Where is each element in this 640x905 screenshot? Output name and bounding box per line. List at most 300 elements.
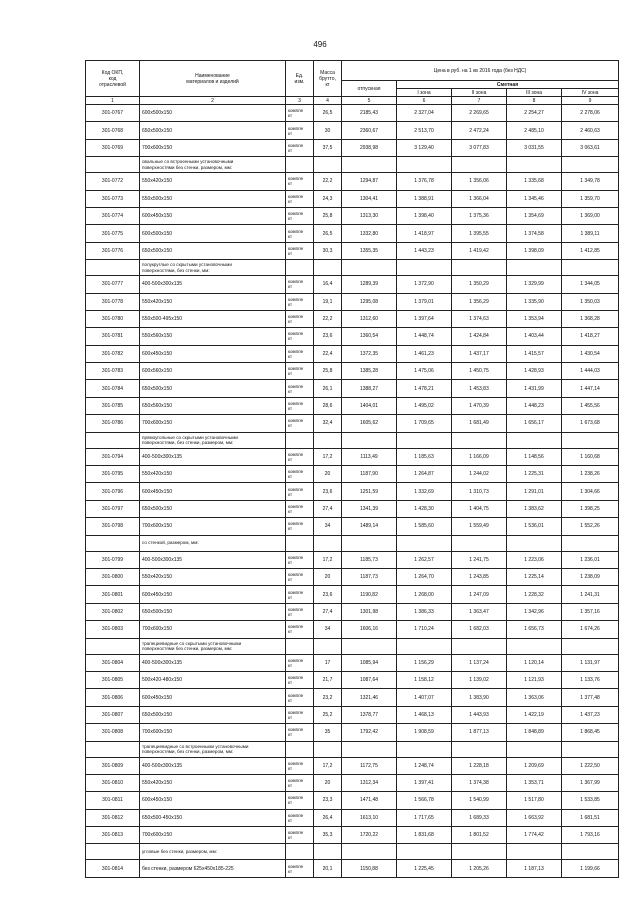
section-empty-cell bbox=[507, 157, 562, 173]
section-empty-cell bbox=[397, 638, 452, 654]
table-row bbox=[86, 621, 619, 638]
cell-unit: компле кт bbox=[286, 310, 314, 327]
cell-zone-3-price: 1 345,46 bbox=[507, 190, 562, 207]
cell-zone-1-price: 1 248,74 bbox=[397, 757, 452, 774]
cell-code: 301-0772 bbox=[86, 173, 140, 190]
cell-name: 400-500x300x135 bbox=[140, 276, 286, 293]
cell-mass: 20 bbox=[314, 774, 342, 791]
cell-zone-2-price: 1 689,33 bbox=[452, 809, 507, 826]
cell-zone-1-price: 1 428,30 bbox=[397, 500, 452, 517]
header-price-title: Цена в руб. на 1 кв 2016 года (без НДС) bbox=[342, 61, 619, 81]
cell-unit: компле кт bbox=[286, 551, 314, 568]
cell-zone-4-price: 1 304,66 bbox=[562, 483, 619, 500]
header-zone-4: IV зона bbox=[562, 89, 619, 97]
table-row bbox=[86, 586, 619, 603]
table-row bbox=[86, 654, 619, 671]
section-empty-cell bbox=[397, 844, 452, 860]
table-body bbox=[86, 105, 619, 878]
cell-release-price: 1372,35 bbox=[342, 345, 397, 362]
cell-mass: 17 bbox=[314, 654, 342, 671]
cell-zone-2-price: 1 363,47 bbox=[452, 603, 507, 620]
cell-zone-1-price: 1 831,68 bbox=[397, 827, 452, 844]
cell-name: 650x500x150 bbox=[140, 242, 286, 259]
cell-code: 301-0814 bbox=[86, 860, 140, 877]
section-empty-cell bbox=[562, 741, 619, 757]
cell-name: 650x560x150 bbox=[140, 397, 286, 414]
table-row bbox=[86, 860, 619, 877]
section-heading: овальные со встроенными установочными поверхностями без стенки, размером, мм: bbox=[140, 157, 286, 173]
section-empty-cell bbox=[452, 638, 507, 654]
cell-zone-4-price: 1 455,56 bbox=[562, 397, 619, 414]
section-empty-cell bbox=[342, 638, 397, 654]
table-row bbox=[86, 207, 619, 224]
section-empty-cell bbox=[562, 157, 619, 173]
cell-zone-1-price: 1 268,00 bbox=[397, 586, 452, 603]
table-row bbox=[86, 568, 619, 585]
cell-unit: компле кт bbox=[286, 105, 314, 122]
cell-zone-3-price: 1 517,80 bbox=[507, 792, 562, 809]
cell-code: 301-0809 bbox=[86, 757, 140, 774]
col-number: 2 bbox=[140, 97, 286, 105]
cell-unit: компле кт bbox=[286, 518, 314, 535]
cell-release-price: 1113,49 bbox=[342, 448, 397, 465]
cell-zone-1-price: 1 461,23 bbox=[397, 345, 452, 362]
cell-code: 301-0800 bbox=[86, 568, 140, 585]
cell-unit: компле кт bbox=[286, 466, 314, 483]
cell-name: 550x420x150 bbox=[140, 774, 286, 791]
cell-unit: компле кт bbox=[286, 568, 314, 585]
cell-release-price: 1360,54 bbox=[342, 328, 397, 345]
cell-name: без стенки, размером 625x450x185-225 bbox=[140, 860, 286, 877]
cell-unit: компле кт bbox=[286, 706, 314, 723]
table-row bbox=[86, 774, 619, 791]
col-number: 8 bbox=[507, 97, 562, 105]
section-empty-cell bbox=[342, 535, 397, 551]
cell-code: 301-0803 bbox=[86, 621, 140, 638]
cell-zone-2-price: 1 139,02 bbox=[452, 671, 507, 688]
cell-mass: 35 bbox=[314, 724, 342, 741]
cell-unit: компле кт bbox=[286, 242, 314, 259]
cell-unit: компле кт bbox=[286, 190, 314, 207]
cell-unit: компле кт bbox=[286, 500, 314, 517]
cell-zone-4-price: 1 793,16 bbox=[562, 827, 619, 844]
cell-release-price: 1606,16 bbox=[342, 621, 397, 638]
cell-code: 301-0777 bbox=[86, 276, 140, 293]
cell-release-price: 1605,62 bbox=[342, 415, 397, 432]
cell-release-price: 1190,82 bbox=[342, 586, 397, 603]
cell-name: 650x500x150 bbox=[140, 380, 286, 397]
cell-zone-2-price: 1 419,42 bbox=[452, 242, 507, 259]
cell-zone-4-price: 1 160,68 bbox=[562, 448, 619, 465]
section-row bbox=[86, 638, 619, 654]
col-number: 1 bbox=[86, 97, 140, 105]
header-estimate: Сметная bbox=[397, 81, 619, 89]
cell-zone-1-price: 1 225,45 bbox=[397, 860, 452, 877]
cell-zone-3-price: 1 335,90 bbox=[507, 293, 562, 310]
section-empty-cell bbox=[562, 638, 619, 654]
header-zone-3: III зона bbox=[507, 89, 562, 97]
cell-name: 500x420-480x150 bbox=[140, 671, 286, 688]
cell-release-price: 1385,28 bbox=[342, 363, 397, 380]
cell-zone-2-price: 1 404,75 bbox=[452, 500, 507, 517]
cell-zone-4-price: 1 238,26 bbox=[562, 466, 619, 483]
cell-name: 700x600x150 bbox=[140, 724, 286, 741]
cell-unit: компле кт bbox=[286, 689, 314, 706]
cell-code: 301-0807 bbox=[86, 706, 140, 723]
cell-release-price: 1332,80 bbox=[342, 225, 397, 242]
cell-code: 301-0775 bbox=[86, 225, 140, 242]
price-table bbox=[85, 60, 619, 878]
cell-name: 600x500x150 bbox=[140, 105, 286, 122]
cell-zone-4-price: 1 437,23 bbox=[562, 706, 619, 723]
table-row bbox=[86, 190, 619, 207]
table-row bbox=[86, 483, 619, 500]
cell-zone-2-price: 1 374,63 bbox=[452, 310, 507, 327]
cell-zone-2-price: 1 205,26 bbox=[452, 860, 507, 877]
cell-release-price: 1388,27 bbox=[342, 380, 397, 397]
cell-zone-1-price: 1 372,90 bbox=[397, 276, 452, 293]
cell-unit: компле кт bbox=[286, 792, 314, 809]
table-row bbox=[86, 500, 619, 517]
cell-zone-4-price: 1 344,05 bbox=[562, 276, 619, 293]
section-empty-cell bbox=[286, 844, 314, 860]
cell-zone-2-price: 1 450,75 bbox=[452, 363, 507, 380]
section-empty-cell bbox=[452, 157, 507, 173]
cell-release-price: 1187,90 bbox=[342, 466, 397, 483]
cell-zone-2-price: 2 269,65 bbox=[452, 105, 507, 122]
cell-unit: компле кт bbox=[286, 621, 314, 638]
cell-name: 550x560x150 bbox=[140, 328, 286, 345]
section-row bbox=[86, 741, 619, 757]
cell-mass: 25,8 bbox=[314, 207, 342, 224]
cell-zone-3-price: 1 403,44 bbox=[507, 328, 562, 345]
section-empty-cell bbox=[452, 432, 507, 448]
cell-mass: 20,1 bbox=[314, 860, 342, 877]
cell-code: 301-0774 bbox=[86, 207, 140, 224]
table-row bbox=[86, 122, 619, 139]
section-empty-cell bbox=[314, 844, 342, 860]
cell-unit: компле кт bbox=[286, 827, 314, 844]
cell-unit: компле кт bbox=[286, 225, 314, 242]
section-heading: прямоугольные со скрытыми установочными поверхностями, без стенки, размером, мм: bbox=[140, 432, 286, 448]
cell-zone-3-price: 1 120,14 bbox=[507, 654, 562, 671]
section-code-cell bbox=[86, 638, 140, 654]
cell-name: 700x600x150 bbox=[140, 518, 286, 535]
cell-unit: компле кт bbox=[286, 122, 314, 139]
cell-unit: компле кт bbox=[286, 415, 314, 432]
cell-zone-3-price: 1 121,93 bbox=[507, 671, 562, 688]
header-zone-2: II зона bbox=[452, 89, 507, 97]
cell-zone-4-price: 1 398,25 bbox=[562, 500, 619, 517]
section-empty-cell bbox=[286, 638, 314, 654]
cell-mass: 26,1 bbox=[314, 380, 342, 397]
cell-code: 301-0812 bbox=[86, 809, 140, 826]
cell-zone-2-price: 1 424,84 bbox=[452, 328, 507, 345]
cell-code: 301-0797 bbox=[86, 500, 140, 517]
cell-zone-2-price: 1 310,73 bbox=[452, 483, 507, 500]
table-row bbox=[86, 415, 619, 432]
cell-name: 600x450x150 bbox=[140, 483, 286, 500]
cell-mass: 30,3 bbox=[314, 242, 342, 259]
cell-zone-4-price: 1 681,51 bbox=[562, 809, 619, 826]
table-header bbox=[86, 61, 619, 105]
table-row bbox=[86, 809, 619, 826]
section-empty-cell bbox=[286, 157, 314, 173]
cell-zone-4-price: 1 359,70 bbox=[562, 190, 619, 207]
table-row bbox=[86, 671, 619, 688]
cell-zone-2-price: 1 383,90 bbox=[452, 689, 507, 706]
cell-zone-4-price: 1 430,54 bbox=[562, 345, 619, 362]
cell-mass: 26,5 bbox=[314, 225, 342, 242]
cell-release-price: 1304,41 bbox=[342, 190, 397, 207]
table-row bbox=[86, 551, 619, 568]
cell-zone-2-price: 1 374,38 bbox=[452, 774, 507, 791]
cell-name: 650x500x150 bbox=[140, 603, 286, 620]
section-heading: трапециевидные со встроенными установочными поверхностями, без стенки, размером, мм: bbox=[140, 741, 286, 757]
cell-release-price: 1489,14 bbox=[342, 518, 397, 535]
cell-zone-1-price: 1 262,57 bbox=[397, 551, 452, 568]
section-empty-cell bbox=[286, 432, 314, 448]
cell-zone-4-price: 3 063,61 bbox=[562, 139, 619, 156]
section-empty-cell bbox=[397, 157, 452, 173]
cell-zone-2-price: 3 077,83 bbox=[452, 139, 507, 156]
cell-code: 301-0813 bbox=[86, 827, 140, 844]
cell-name: 400-500x300x135 bbox=[140, 757, 286, 774]
cell-code: 301-0798 bbox=[86, 518, 140, 535]
cell-zone-2-price: 1 682,03 bbox=[452, 621, 507, 638]
cell-unit: компле кт bbox=[286, 809, 314, 826]
cell-zone-3-price: 1 148,56 bbox=[507, 448, 562, 465]
cell-zone-1-price: 1 185,63 bbox=[397, 448, 452, 465]
section-empty-cell bbox=[314, 432, 342, 448]
cell-unit: компле кт bbox=[286, 173, 314, 190]
cell-zone-3-price: 1 848,89 bbox=[507, 724, 562, 741]
cell-zone-1-price: 1 478,21 bbox=[397, 380, 452, 397]
section-empty-cell bbox=[286, 535, 314, 551]
cell-code: 301-0773 bbox=[86, 190, 140, 207]
section-row bbox=[86, 535, 619, 551]
header-release: отпускная bbox=[342, 81, 397, 97]
cell-zone-3-price: 1 431,99 bbox=[507, 380, 562, 397]
header-zone-1: I зона bbox=[397, 89, 452, 97]
cell-zone-4-price: 1 412,85 bbox=[562, 242, 619, 259]
section-empty-cell bbox=[562, 260, 619, 276]
section-empty-cell bbox=[507, 432, 562, 448]
section-code-cell bbox=[86, 260, 140, 276]
cell-zone-2-price: 1 540,99 bbox=[452, 792, 507, 809]
cell-code: 301-0786 bbox=[86, 415, 140, 432]
cell-zone-4-price: 1 222,50 bbox=[562, 757, 619, 774]
col-number: 6 bbox=[397, 97, 452, 105]
cell-zone-4-price: 1 447,14 bbox=[562, 380, 619, 397]
cell-unit: компле кт bbox=[286, 207, 314, 224]
section-row bbox=[86, 844, 619, 860]
cell-unit: компле кт bbox=[286, 345, 314, 362]
cell-code: 301-0799 bbox=[86, 551, 140, 568]
section-empty-cell bbox=[342, 741, 397, 757]
cell-zone-3-price: 1 329,99 bbox=[507, 276, 562, 293]
cell-name: 550x420x150 bbox=[140, 293, 286, 310]
cell-name: 550x500-495x150 bbox=[140, 310, 286, 327]
cell-zone-3-price: 1 209,69 bbox=[507, 757, 562, 774]
cell-zone-1-price: 1 495,02 bbox=[397, 397, 452, 414]
cell-mass: 20 bbox=[314, 466, 342, 483]
cell-zone-1-price: 1 566,78 bbox=[397, 792, 452, 809]
section-row bbox=[86, 432, 619, 448]
cell-zone-3-price: 1 228,32 bbox=[507, 586, 562, 603]
cell-zone-2-price: 1 470,39 bbox=[452, 397, 507, 414]
cell-zone-3-price: 1 383,62 bbox=[507, 500, 562, 517]
cell-mass: 17,2 bbox=[314, 448, 342, 465]
cell-code: 301-0778 bbox=[86, 293, 140, 310]
section-row bbox=[86, 260, 619, 276]
cell-name: 550x500x150 bbox=[140, 190, 286, 207]
cell-zone-1-price: 1 397,64 bbox=[397, 310, 452, 327]
cell-unit: компле кт bbox=[286, 757, 314, 774]
cell-zone-4-price: 1 367,99 bbox=[562, 774, 619, 791]
section-empty-cell bbox=[286, 260, 314, 276]
cell-unit: компле кт bbox=[286, 483, 314, 500]
cell-code: 301-0805 bbox=[86, 671, 140, 688]
cell-unit: компле кт bbox=[286, 397, 314, 414]
table-row bbox=[86, 345, 619, 362]
cell-zone-4-price: 1 674,26 bbox=[562, 621, 619, 638]
cell-unit: компле кт bbox=[286, 293, 314, 310]
section-code-cell bbox=[86, 535, 140, 551]
cell-zone-2-price: 1 375,36 bbox=[452, 207, 507, 224]
section-row bbox=[86, 157, 619, 173]
cell-name: 600x450x150 bbox=[140, 345, 286, 362]
table-row bbox=[86, 293, 619, 310]
section-empty-cell bbox=[342, 260, 397, 276]
section-empty-cell bbox=[507, 638, 562, 654]
cell-mass: 22,4 bbox=[314, 345, 342, 362]
cell-name: 700x600x150 bbox=[140, 827, 286, 844]
cell-zone-3-price: 1 415,57 bbox=[507, 345, 562, 362]
cell-release-price: 1613,10 bbox=[342, 809, 397, 826]
cell-zone-4-price: 2 278,06 bbox=[562, 105, 619, 122]
cell-code: 301-0811 bbox=[86, 792, 140, 809]
cell-name: 600x450x150 bbox=[140, 792, 286, 809]
cell-name: 650x500x150 bbox=[140, 122, 286, 139]
page-number: 496 bbox=[313, 40, 327, 49]
table-row bbox=[86, 139, 619, 156]
table-row bbox=[86, 310, 619, 327]
cell-mass: 34 bbox=[314, 621, 342, 638]
cell-zone-3-price: 1 223,06 bbox=[507, 551, 562, 568]
section-heading: угловые без стенки, размером, мм: bbox=[140, 844, 286, 860]
cell-name: 550x420x150 bbox=[140, 568, 286, 585]
cell-release-price: 1295,08 bbox=[342, 293, 397, 310]
cell-name: 550x420x150 bbox=[140, 466, 286, 483]
table-row bbox=[86, 242, 619, 259]
table-row bbox=[86, 518, 619, 535]
section-empty-cell bbox=[452, 535, 507, 551]
cell-mass: 27,4 bbox=[314, 500, 342, 517]
cell-code: 301-0776 bbox=[86, 242, 140, 259]
section-code-cell bbox=[86, 741, 140, 757]
header-name: Наименование материалов и изделий bbox=[140, 61, 286, 97]
cell-zone-1-price: 1 717,65 bbox=[397, 809, 452, 826]
cell-zone-4-price: 1 349,78 bbox=[562, 173, 619, 190]
cell-mass: 27,4 bbox=[314, 603, 342, 620]
cell-name: 600x500x150 bbox=[140, 225, 286, 242]
cell-unit: компле кт bbox=[286, 724, 314, 741]
cell-zone-1-price: 1 418,97 bbox=[397, 225, 452, 242]
cell-mass: 23,3 bbox=[314, 792, 342, 809]
cell-zone-1-price: 1 398,40 bbox=[397, 207, 452, 224]
cell-code: 301-0769 bbox=[86, 139, 140, 156]
table-row bbox=[86, 827, 619, 844]
cell-unit: компле кт bbox=[286, 448, 314, 465]
cell-code: 301-0767 bbox=[86, 105, 140, 122]
cell-name: 550x420x150 bbox=[140, 173, 286, 190]
cell-release-price: 2185,43 bbox=[342, 105, 397, 122]
cell-zone-2-price: 1 453,83 bbox=[452, 380, 507, 397]
cell-zone-3-price: 1 291,01 bbox=[507, 483, 562, 500]
cell-zone-1-price: 1 709,65 bbox=[397, 415, 452, 432]
cell-zone-4-price: 1 241,31 bbox=[562, 586, 619, 603]
cell-name: 400-500x300x135 bbox=[140, 654, 286, 671]
section-empty-cell bbox=[314, 157, 342, 173]
cell-zone-2-price: 1 356,06 bbox=[452, 173, 507, 190]
cell-zone-3-price: 1 422,19 bbox=[507, 706, 562, 723]
cell-zone-4-price: 1 133,76 bbox=[562, 671, 619, 688]
cell-code: 301-0794 bbox=[86, 448, 140, 465]
cell-release-price: 1313,30 bbox=[342, 207, 397, 224]
cell-zone-1-price: 1 397,41 bbox=[397, 774, 452, 791]
cell-zone-1-price: 2 513,70 bbox=[397, 122, 452, 139]
col-number: 7 bbox=[452, 97, 507, 105]
cell-zone-3-price: 1 353,71 bbox=[507, 774, 562, 791]
cell-release-price: 1294,87 bbox=[342, 173, 397, 190]
cell-zone-2-price: 1 166,09 bbox=[452, 448, 507, 465]
cell-release-price: 1792,42 bbox=[342, 724, 397, 741]
cell-zone-1-price: 1 908,59 bbox=[397, 724, 452, 741]
cell-release-price: 1355,35 bbox=[342, 242, 397, 259]
cell-zone-3-price: 3 031,55 bbox=[507, 139, 562, 156]
cell-name: 600x450x150 bbox=[140, 207, 286, 224]
cell-name: 700x600x150 bbox=[140, 139, 286, 156]
cell-release-price: 1404,01 bbox=[342, 397, 397, 414]
cell-mass: 17,2 bbox=[314, 757, 342, 774]
section-empty-cell bbox=[286, 741, 314, 757]
cell-zone-1-price: 1 710,24 bbox=[397, 621, 452, 638]
cell-zone-2-price: 1 228,18 bbox=[452, 757, 507, 774]
cell-zone-1-price: 1 388,91 bbox=[397, 190, 452, 207]
cell-release-price: 1150,88 bbox=[342, 860, 397, 877]
cell-mass: 23,2 bbox=[314, 689, 342, 706]
table-row bbox=[86, 724, 619, 741]
cell-zone-4-price: 1 868,45 bbox=[562, 724, 619, 741]
table-row bbox=[86, 380, 619, 397]
cell-release-price: 1289,39 bbox=[342, 276, 397, 293]
cell-zone-3-price: 1 353,94 bbox=[507, 310, 562, 327]
cell-zone-3-price: 1 398,09 bbox=[507, 242, 562, 259]
cell-zone-3-price: 1 335,68 bbox=[507, 173, 562, 190]
cell-zone-3-price: 1 225,31 bbox=[507, 466, 562, 483]
cell-name: 600x560x150 bbox=[140, 363, 286, 380]
cell-mass: 24,3 bbox=[314, 190, 342, 207]
cell-code: 301-0796 bbox=[86, 483, 140, 500]
cell-name: 400-500x300x135 bbox=[140, 448, 286, 465]
cell-mass: 35,3 bbox=[314, 827, 342, 844]
cell-mass: 25,8 bbox=[314, 363, 342, 380]
section-empty-cell bbox=[562, 844, 619, 860]
cell-mass: 37,5 bbox=[314, 139, 342, 156]
section-empty-cell bbox=[562, 535, 619, 551]
cell-mass: 23,6 bbox=[314, 483, 342, 500]
